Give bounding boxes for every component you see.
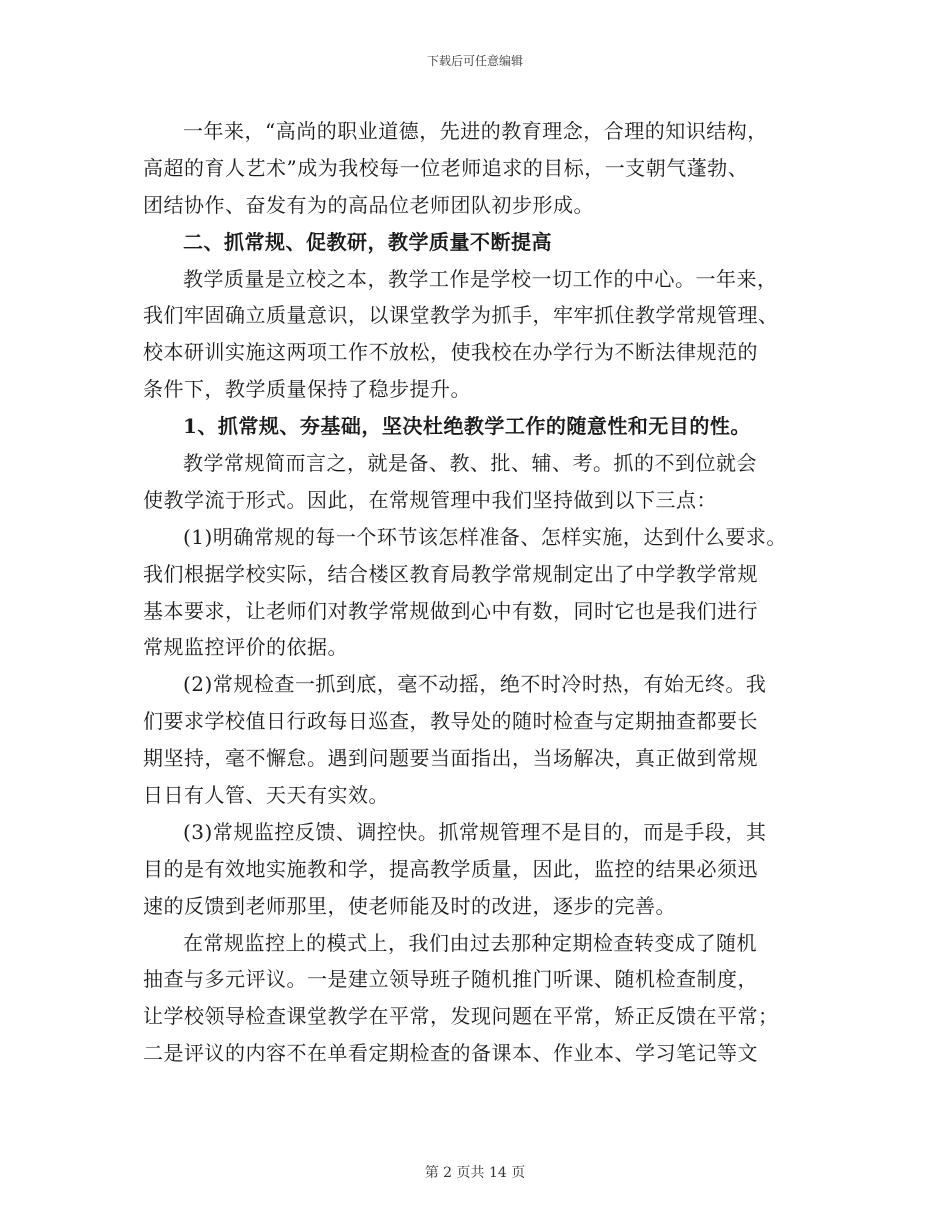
paragraph-line: 我们牢固确立质量意识，以课堂教学为抓手，牢牢抓住教学常规管理、 — [143, 303, 779, 328]
paragraph-line: 让学校领导检查课堂教学在平常，发现问题在平常，矫正反馈在平常； — [143, 1004, 779, 1029]
page-footer: 第 2 页共 14 页 — [424, 1165, 526, 1181]
paragraph-line: 我们根据学校实际，结合楼区教育局教学常规制定出了中学教学常规 — [143, 561, 758, 586]
paragraph-line: 常规监控评价的依据。 — [143, 635, 348, 660]
paragraph-line: 们要求学校值日行政每日巡查，教导处的随时检查与定期抽查都要长 — [143, 709, 758, 734]
paragraph-line: (1)明确常规的每一个环节该怎样准备、怎样实施，达到什么要求。 — [183, 524, 787, 549]
paragraph-line: 团结协作、奋发有为的高品位老师团队初步形成。 — [143, 192, 594, 217]
paragraph-line: 校本研训实施这两项工作不放松，使我校在办学行为不断法律规范的 — [143, 340, 758, 365]
subsection-heading: 1、抓常规、夯基础，坚决杜绝教学工作的随意性和无目的性。 — [183, 414, 751, 439]
paragraph-line: 日日有人管、天天有实效。 — [143, 783, 389, 808]
paragraph-line: 基本要求，让老师们对教学常规做到心中有数，同时它也是我们进行 — [143, 598, 758, 623]
paragraph-line: 一年来，“高尚的职业道德，先进的教育理念，合理的知识结构， — [183, 119, 768, 143]
paragraph-line: 抽查与多元评议。一是建立领导班子随机推门听课、随机检查制度， — [143, 967, 758, 992]
paragraph-line: 速的反馈到老师那里，使老师能及时的改进，逐步的完善。 — [143, 893, 676, 918]
paragraph-line: (3)常规监控反馈、调控快。抓常规管理不是目的，而是手段，其 — [183, 819, 767, 844]
paragraph-line: 教学质量是立校之本，教学工作是学校一切工作的中心。一年来， — [183, 266, 778, 291]
paragraph-line: 在常规监控上的模式上，我们由过去那种定期检查转变成了随机 — [183, 930, 757, 955]
paragraph-line: 高超的育人艺术”成为我校每一位老师追求的目标，一支朝气蓬勃、 — [143, 155, 749, 180]
paragraph-line: 期坚持，毫不懈怠。遇到问题要当面指出，当场解决，真正做到常规 — [143, 746, 758, 771]
page-header: 下载后可任意编辑 — [426, 54, 523, 68]
paragraph-line: 二是评议的内容不在单看定期检查的备课本、作业本、学习笔记等文 — [143, 1041, 758, 1066]
paragraph-line: 目的是有效地实施教和学，提高教学质量，因此，监控的结果必须迅 — [143, 856, 758, 881]
paragraph-line: 条件下，教学质量保持了稳步提升。 — [143, 377, 471, 402]
paragraph-line: 教学常规简而言之，就是备、教、批、辅、考。抓的不到位就会 — [183, 451, 757, 476]
document-body — [143, 113, 823, 1072]
section-heading: 二、抓常规、促教研，教学质量不断提高 — [183, 229, 552, 254]
paragraph-line: 使教学流于形式。因此，在常规管理中我们坚持做到以下三点： — [143, 487, 717, 512]
paragraph-line: (2)常规检查一抓到底，毫不动摇，绝不时冷时热，有始无终。我 — [183, 672, 767, 697]
